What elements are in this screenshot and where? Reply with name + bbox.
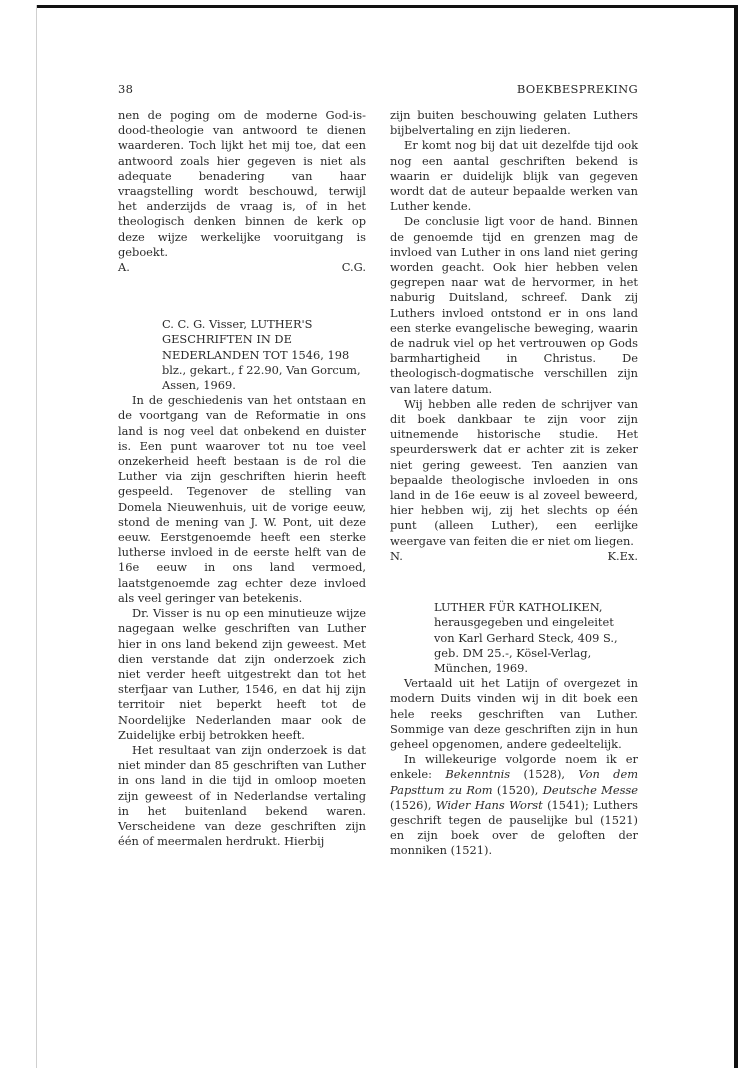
signature-author: K.Ex. [607,548,638,563]
work-year: (1520), [492,782,543,797]
intro-paragraph: nen de poging om de moderne God-is-dood-theologie van antwoord te dienen waarderen. Toch lijkt het mij toe, dat een antwoord zoals hier gegeven is niet als adequate benadering van haar vraagstelling wordt beschouwd, terwijl het anderzijds de vraag is, of in het theologisch denken binnen de kerk op deze wijze werkelijke vooruitgang is geboekt. [118,108,366,259]
scan-border-right [734,5,738,1068]
body-paragraph: Wij hebben alle reden de schrijver van dit boek dankbaar te zijn voor zijn uitnemende historische studie. Het speurderswerk dat er achter zit is zeker niet gering geweest. Ten aanzien van bepaalde theologische invloeden in ons land in de 16e eeuw is al zoveel beweerd, hier hebben wij, zij het slechts op één punt (alleen Luther), een eerlijke weergave van feiten die er niet om liegen. [390,396,638,548]
signature-initial: N. [390,548,403,563]
body-paragraph: De conclusie ligt voor de hand. Binnen de genoemde tijd en grenzen mag de invloed van Luther in ons land niet gering worden geacht. Ook hier hebben velen gegrepen naar wat de hervormer, in het naburig Duitsland, schreef. Dank zij Luthers invloed ontstond er in ons land een sterke evangelische beweging, waarin de nadruk viel op het vertrouwen op Gods barmhartigheid in Christus. De theologisch-dogmatische verschillen zijn van latere datum. [390,214,638,396]
work-title: Von dem Papsttum zu Rom [390,767,638,797]
body-paragraph: Dr. Visser is nu op een minutieuze wijze nagegaan welke geschriften van Luther hier in ons land bekend zijn geweest. Met dien verstande dat zijn onderzoek zich niet verder heeft uitgestrekt dan tot het sterfjaar van Luther, 1546, en dat hij zijn territoir niet beperkt heeft tot de Noordelijke Nederlanden maar ook de Zuidelijke erbij betrokken heeft. [118,606,366,742]
right-column [390,108,638,859]
works-intro: In willekeurige volgorde noem ik er enkele: [390,752,638,782]
work-title: Deutsche Messe [542,782,638,797]
scan-border-top [36,5,738,8]
works-paragraph [390,752,638,858]
review-heading: C. C. G. Visser, LUTHER'S GESCHRIFTEN IN DE NEDERLANDEN TOT 1546, 198 blz., gekart., f 22.90, Van Gorcum, Assen, 1969. [162,317,361,393]
body-paragraph: Er komt nog bij dat uit dezelfde tijd ook nog een aantal geschriften bekend is waarin er duidelijk blijk van gegeven wordt dat de auteur bepaalde werken van Luther kende. [390,138,638,214]
scan-border-left [36,5,37,1068]
running-title: BOEKBESPREKING [516,82,638,96]
body-paragraph: Het resultaat van zijn onderzoek is dat niet minder dan 85 geschriften van Luther in ons land in die tijd in omloop moeten zijn geweest of in Nederlandse vertaling in het buitenland bekend waren. Verscheidene van deze geschriften zijn één of meermalen herdrukt. Hierbij [118,742,366,849]
work-year: (1528), [510,767,579,782]
review-heading: LUTHER FÜR KATHOLIKEN, herausgegeben und eingeleitet von Karl Gerhard Steck, 409 S., geb. DM 25.-, Kösel-Verlag, München, 1969. [434,600,618,675]
work-title: Bekenntnis [445,767,511,782]
signature-author: C.G. [341,260,366,275]
work-year: (1541); [542,797,594,812]
signature-initial: A. [118,260,130,275]
body-paragraph: zijn buiten beschouwing gelaten Luthers bijbelvertaling en zijn liederen. [390,108,638,138]
signature-line [390,549,638,564]
page-number: 38 [118,82,134,96]
body-paragraph: In de geschiedenis van het ontstaan en de voortgang van de Reformatie in ons land is nog veel dat onbekend en duister is. Een punt waarover tot nu toe veel onzekerheid heeft bestaan is de rol die Luther via zijn geschriften hierin heeft gespeeld. Tegenover de stelling van Domela Nieuwenhuis, uit de vorige eeuw, stond de mening van J. W. Pont, uit deze eeuw. Eerstgenoemde heeft een sterke lutherse invloed in de eerste helft van de 16e eeuw in ons land vermoed, laatstgenoemde zag echter deze invloed als veel geringer van betekenis. [118,393,366,605]
running-header [118,82,638,100]
work-year: (1526), [390,797,436,812]
works-outro: Luthers geschrift tegen de pauselijke bul (1521) en zijn boek over de geloften der monniken (1521). [390,797,638,858]
signature-line [118,260,366,275]
work-title: Wider Hans Worst [435,797,543,812]
left-column [118,108,366,849]
body-paragraph: Vertaald uit het Latijn of overgezet in modern Duits vinden wij in dit boek een hele reeks geschriften van Luther. Sommige van deze geschriften zijn in hun geheel opgenomen, andere gedeeltelijk. [390,676,638,751]
